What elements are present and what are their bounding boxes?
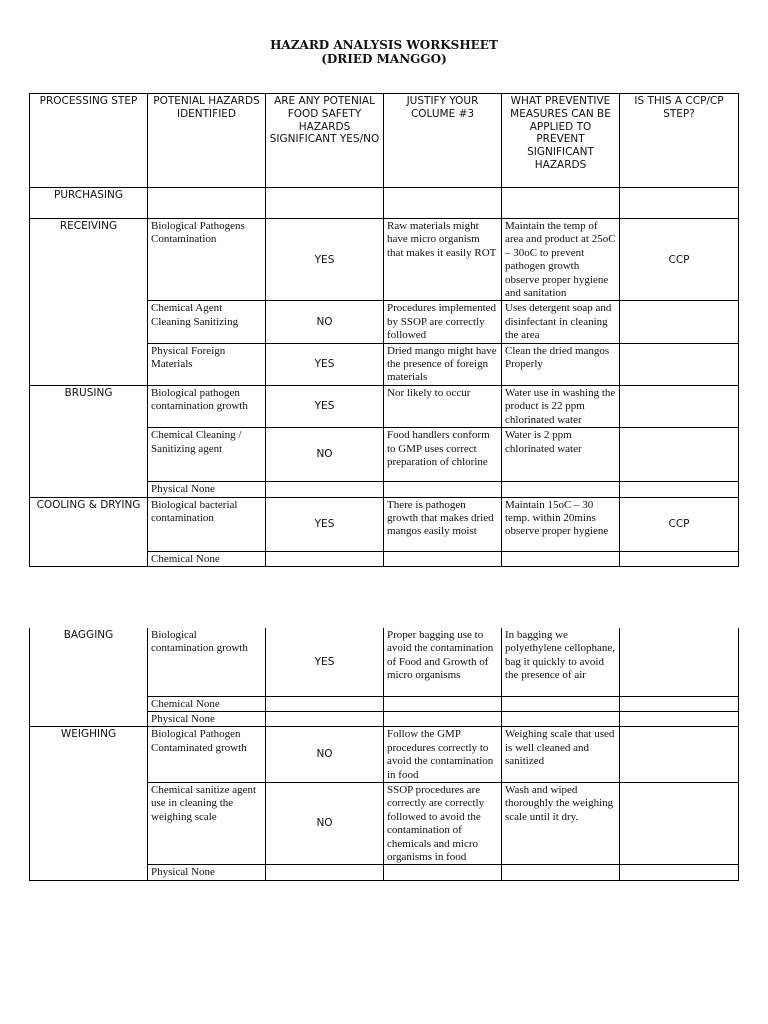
table-row	[30, 219, 739, 301]
significant-cell: NO	[266, 428, 384, 482]
hazard-cell: Physical Foreign Materials	[148, 343, 266, 385]
ccp-cell	[620, 551, 739, 566]
table-row	[30, 497, 739, 551]
significant-cell	[266, 696, 384, 711]
ccp-cell	[620, 865, 739, 880]
measures-cell	[502, 696, 620, 711]
ccp-cell	[620, 385, 739, 427]
hazard-cell: Physical None	[148, 482, 266, 497]
measures-cell: Maintain the temp of area and product at 25oC – 30oC to prevent pathogen growth observe proper hygiene and sanitation	[502, 219, 620, 301]
header-row	[30, 94, 739, 188]
table-row	[30, 727, 739, 783]
hazard-cell: Biological contamination growth	[148, 628, 266, 696]
hazard-cell: Biological bacterial contamination	[148, 497, 266, 551]
worksheet-subtitle: (DRIED MANGGO)	[321, 52, 447, 66]
step-purchasing: PURCHASING	[30, 188, 148, 219]
measures-cell: Clean the dried mangos Properly	[502, 343, 620, 385]
step-brusing: BRUSING	[30, 385, 148, 497]
header-justify: JUSTIFY YOUR COLUME #3	[384, 94, 502, 188]
justify-cell: Follow the GMP procedures correctly to avoid the contamination in food	[384, 727, 502, 783]
hazard-table-part-1	[29, 93, 739, 567]
significant-cell	[266, 865, 384, 880]
table-row	[30, 385, 739, 427]
justify-cell: SSOP procedures are correctly are correctly followed to avoid the contamination of chemicals and micro organisms in food	[384, 782, 502, 864]
significant-cell	[266, 482, 384, 497]
header-ccp: IS THIS A CCP/CP STEP?	[620, 94, 739, 188]
justify-cell: Dried mango might have the presence of foreign materials	[384, 343, 502, 385]
step-receiving: RECEIVING	[30, 219, 148, 386]
hazard-cell	[148, 188, 266, 219]
measures-cell: Water use in washing the product is 22 ppm chlorinated water	[502, 385, 620, 427]
measures-cell: Water is 2 ppm chlorinated water	[502, 428, 620, 482]
table-row	[30, 628, 739, 696]
hazard-table-part-2	[29, 628, 739, 881]
hazard-cell: Chemical sanitize agent use in cleaning the weighing scale	[148, 782, 266, 864]
ccp-cell	[620, 301, 739, 343]
ccp-cell	[620, 188, 739, 219]
measures-cell	[502, 865, 620, 880]
significant-cell: NO	[266, 782, 384, 864]
measures-cell	[502, 188, 620, 219]
measures-cell	[502, 482, 620, 497]
hazard-cell: Biological pathogen contamination growth	[148, 385, 266, 427]
hazard-cell: Chemical None	[148, 696, 266, 711]
justify-cell: Procedures implemented by SSOP are correctly followed	[384, 301, 502, 343]
justify-cell: Proper bagging use to avoid the contamination of Food and Growth of micro organisms	[384, 628, 502, 696]
header-processing-step: PROCESSING STEP	[30, 94, 148, 188]
table-row	[30, 188, 739, 219]
worksheet-title: HAZARD ANALYSIS WORKSHEET	[270, 38, 498, 52]
ccp-cell: CCP	[620, 219, 739, 301]
justify-cell: There is pathogen growth that makes dried mangos easily moist	[384, 497, 502, 551]
header-potential-hazards: POTENIAL HAZARDS IDENTIFIED	[148, 94, 266, 188]
ccp-cell	[620, 482, 739, 497]
significant-cell: YES	[266, 385, 384, 427]
ccp-cell: CCP	[620, 497, 739, 551]
hazard-cell: Biological Pathogens Contamination	[148, 219, 266, 301]
step-bagging: BAGGING	[30, 628, 148, 727]
measures-cell	[502, 551, 620, 566]
ccp-cell	[620, 628, 739, 696]
header-preventive-measures: WHAT PREVENTIVE MEASURES CAN BE APPLIED TO PREVENT SIGNIFICANT HAZARDS	[502, 94, 620, 188]
ccp-cell	[620, 343, 739, 385]
ccp-cell	[620, 782, 739, 864]
justify-cell: Food handlers conform to GMP uses correct preparation of chlorine	[384, 428, 502, 482]
ccp-cell	[620, 711, 739, 726]
significant-cell: YES	[266, 219, 384, 301]
significant-cell	[266, 551, 384, 566]
measures-cell: Wash and wiped thoroughly the weighing scale until it dry.	[502, 782, 620, 864]
justify-cell	[384, 696, 502, 711]
significant-cell: YES	[266, 343, 384, 385]
justify-cell	[384, 188, 502, 219]
hazard-cell: Biological Pathogen Contaminated growth	[148, 727, 266, 783]
significant-cell: YES	[266, 497, 384, 551]
significant-cell	[266, 711, 384, 726]
justify-cell	[384, 482, 502, 497]
step-cooling-drying: COOLING & DRYING	[30, 497, 148, 566]
justify-cell	[384, 711, 502, 726]
hazard-cell: Chemical Agent Cleaning Sanitizing	[148, 301, 266, 343]
justify-cell: Nor likely to occur	[384, 385, 502, 427]
significant-cell: YES	[266, 628, 384, 696]
measures-cell	[502, 711, 620, 726]
significant-cell	[266, 188, 384, 219]
significant-cell: NO	[266, 727, 384, 783]
measures-cell: Weighing scale that used is well cleaned and sanitized	[502, 727, 620, 783]
significant-cell: NO	[266, 301, 384, 343]
measures-cell: Uses detergent soap and disinfectant in cleaning the area	[502, 301, 620, 343]
justify-cell: Raw materials might have micro organism that makes it easily ROT	[384, 219, 502, 301]
measures-cell: In bagging we polyethylene cellophane, bag it quickly to avoid the presence of air	[502, 628, 620, 696]
header-significant: ARE ANY POTENIAL FOOD SAFETY HAZARDS SIGNIFICANT YES/NO	[266, 94, 384, 188]
hazard-cell: Chemical None	[148, 551, 266, 566]
measures-cell: Maintain 15oC – 30 temp. within 20mins observe proper hygiene	[502, 497, 620, 551]
hazard-cell: Physical None	[148, 711, 266, 726]
ccp-cell	[620, 696, 739, 711]
justify-cell	[384, 551, 502, 566]
ccp-cell	[620, 727, 739, 783]
hazard-cell: Physical None	[148, 865, 266, 880]
hazard-cell: Chemical Cleaning / Sanitizing agent	[148, 428, 266, 482]
ccp-cell	[620, 428, 739, 482]
justify-cell	[384, 865, 502, 880]
step-weighing: WEIGHING	[30, 727, 148, 880]
